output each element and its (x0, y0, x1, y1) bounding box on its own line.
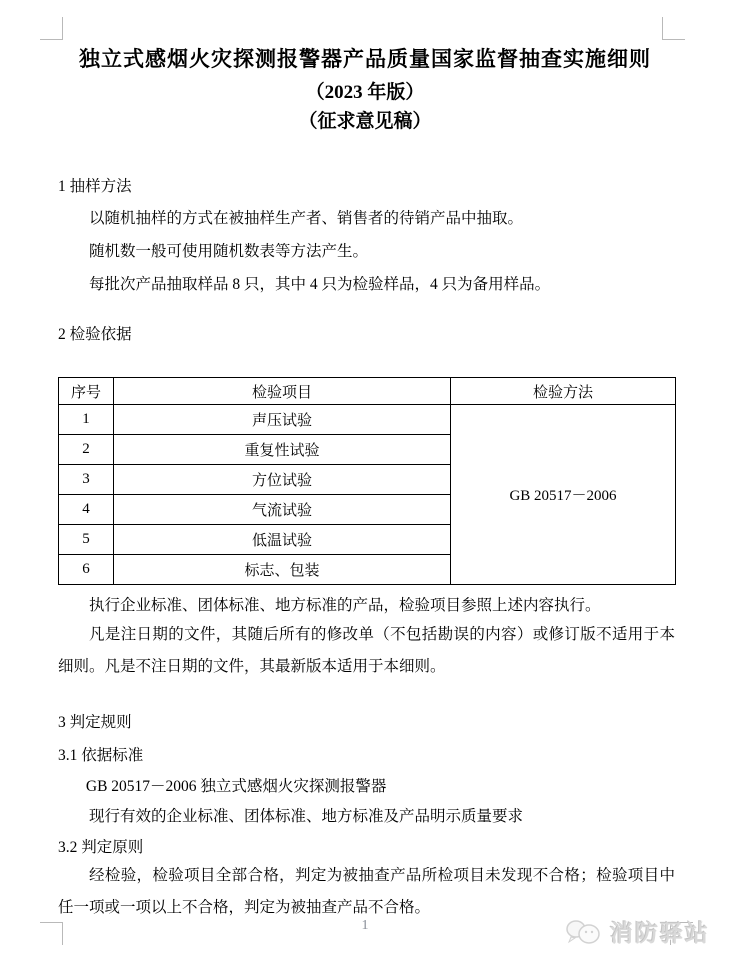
table-cell-no: 4 (59, 495, 114, 525)
inspection-table (58, 377, 676, 585)
section-1-paragraph-3: 每批次产品抽取样品 8 只，其中 4 只为检验样品，4 只为备用样品。 (89, 276, 551, 293)
section-1-heading: 1 抽样方法 (58, 178, 132, 195)
table-cell-item: 气流试验 (114, 495, 451, 525)
title-line-2: （2023 年版） (305, 82, 425, 103)
margin-crop-mark-top-right (662, 17, 685, 40)
section-2-heading: 2 检验依据 (58, 326, 132, 343)
section-3-heading: 3 判定规则 (58, 714, 132, 731)
margin-crop-mark-top-left (40, 17, 63, 40)
table-header-item: 检验项目 (114, 378, 451, 405)
table-cell-no: 6 (59, 555, 114, 585)
section-1-paragraph-1: 以随机抽样的方式在被抽样生产者、销售者的待销产品中抽取。 (89, 210, 524, 227)
section-2-paragraph-1: 执行企业标准、团体标准、地方标准的产品，检验项目参照上述内容执行。 (89, 597, 601, 614)
table-cell-item: 标志、包装 (114, 555, 451, 585)
table-cell-item: 重复性试验 (114, 435, 451, 465)
table-cell-item: 方位试验 (114, 465, 451, 495)
section-1-paragraph-2: 随机数一般可使用随机数表等方法产生。 (89, 243, 369, 260)
section-3-1-heading: 3.1 依据标准 (58, 747, 144, 764)
section-3-2-heading: 3.2 判定原则 (58, 839, 144, 856)
watermark (565, 915, 710, 948)
table-header-row (59, 378, 676, 405)
section-3-1-line-1: GB 20517－2006 独立式感烟火灾探测报警器 (85, 778, 387, 795)
table-row (59, 405, 676, 435)
page-number: 1 (361, 918, 369, 933)
title-line-1: 独立式感烟火灾探测报警器产品质量国家监督抽查实施细则 (79, 47, 651, 71)
watermark-logo-icon (565, 918, 603, 946)
table-cell-no: 3 (59, 465, 114, 495)
table-header-no: 序号 (59, 378, 114, 405)
table-cell-item: 低温试验 (114, 525, 451, 555)
table-cell-no: 2 (59, 435, 114, 465)
table-cell-item: 声压试验 (114, 405, 451, 435)
table-cell-no: 1 (59, 405, 114, 435)
document-title (0, 44, 730, 135)
table-cell-no: 5 (59, 525, 114, 555)
section-3-2-paragraph: 经检验，检验项目全部合格，判定为被抽查产品所检项目未发现不合格；检验项目中任一项或一项以上不合格，判定为被抽查产品不合格。 (58, 867, 675, 916)
table-cell-method: GB 20517－2006 (451, 405, 676, 585)
section-3-1-line-2: 现行有效的企业标准、团体标准、地方标准及产品明示质量要求 (89, 808, 524, 825)
watermark-text: 消防驿站 (610, 921, 710, 946)
section-2-paragraph-2: 凡是注日期的文件，其随后所有的修改单（不包括勘误的内容）或修订版不适用于本细则。凡是不注日期的文件，其最新版本适用于本细则。 (58, 626, 675, 675)
title-line-3: （征求意见稿） (298, 111, 432, 132)
table-header-method: 检验方法 (451, 378, 676, 405)
